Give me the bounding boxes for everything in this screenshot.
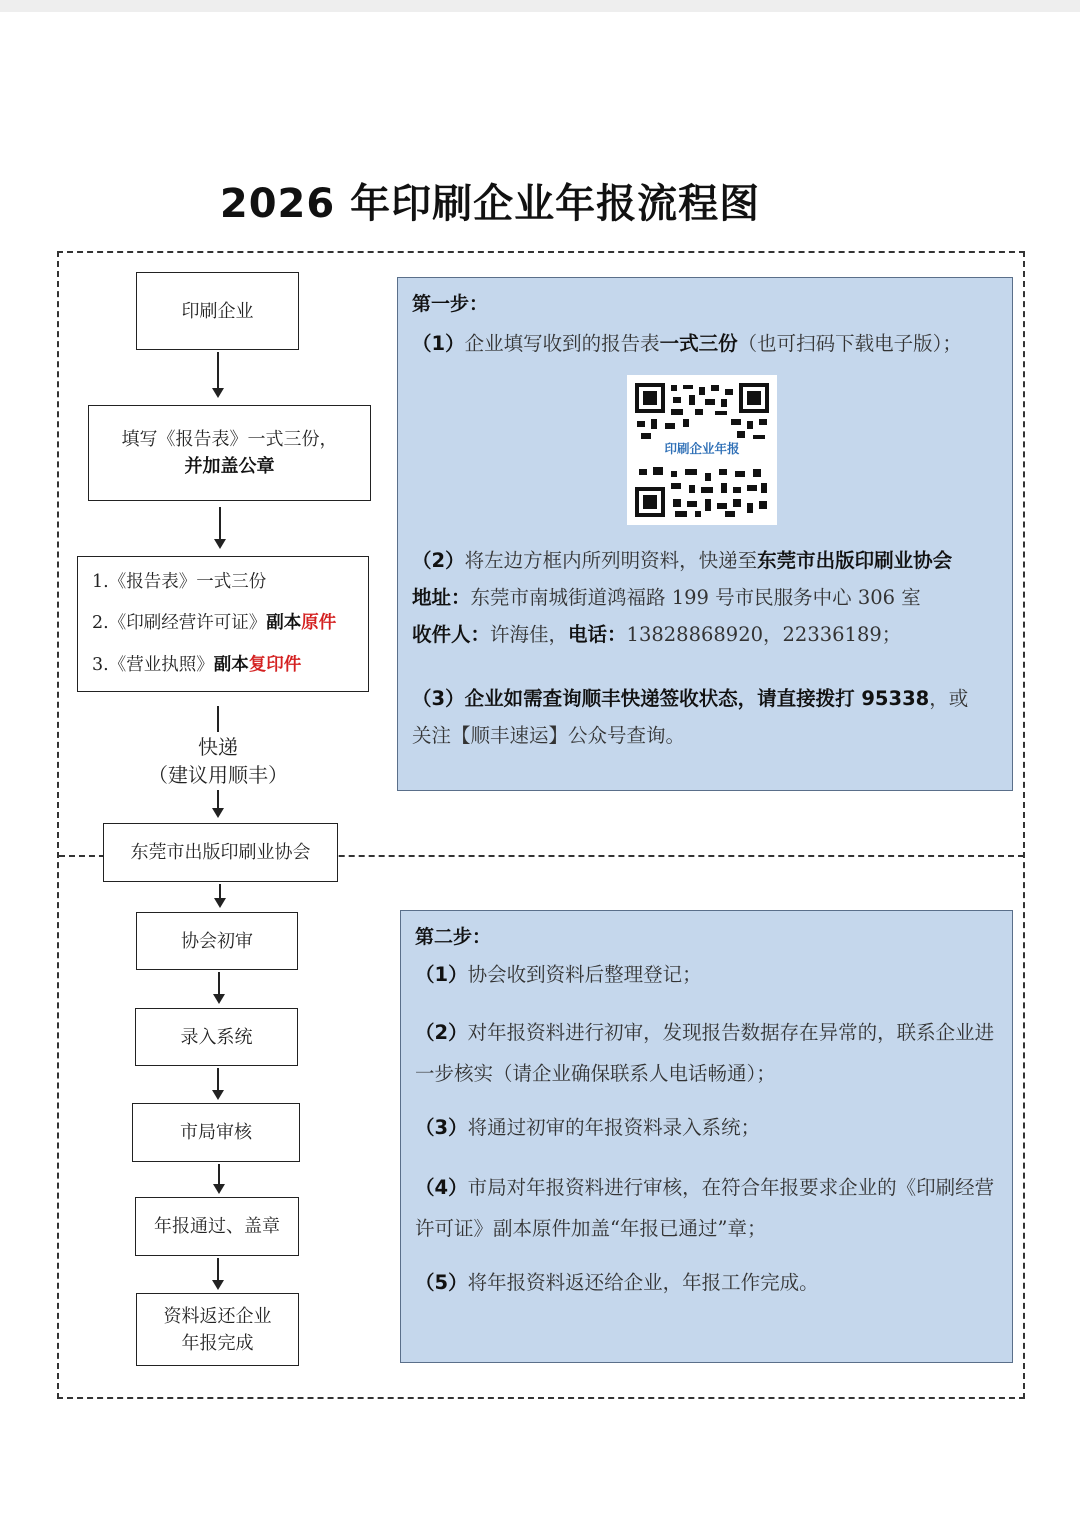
step2-item-3: （3）将通过初审的年报资料录入系统； <box>415 1115 761 1139</box>
flow-box-return-complete: 资料返还企业 年报完成 <box>136 1293 299 1366</box>
step2-heading: 第二步： <box>415 926 492 948</box>
flow-box-initial-review: 协会初审 <box>136 912 298 970</box>
flow-box-line-bold: 并加盖公章 <box>184 456 275 477</box>
materials-list-box <box>77 556 369 692</box>
connector-line <box>217 706 219 732</box>
arrow-down-2 <box>219 507 221 547</box>
flow-box-fill-report <box>88 405 371 501</box>
materials-item-3: 3.《营业执照》副本复印件 <box>92 654 302 675</box>
arrow-down-1 <box>217 352 219 396</box>
top-strip <box>0 0 1080 12</box>
qr-code[interactable] <box>627 375 777 525</box>
flow-box-bureau-review: 市局审核 <box>132 1103 300 1162</box>
step1-item-1: （1）企业填写收到的报告表一式三份（也可扫码下载电子版）； <box>412 331 962 355</box>
express-label: 快递 （建议用顺丰） <box>148 735 288 787</box>
step1-panel <box>397 277 1013 791</box>
step1-item-2: （2）将左边方框内所列明资料，快递至东莞市出版印刷业协会 <box>412 548 953 572</box>
step2-item-4: （4）市局对年报资料进行审核，在符合年报要求企业的《印刷经营许可证》副本原件加盖“年报已通过”章； <box>415 1175 995 1240</box>
step2-item-5: （5）将年报资料返还给企业，年报工作完成。 <box>415 1270 819 1294</box>
arrow-down-3 <box>217 790 219 816</box>
flow-box-enter-system: 录入系统 <box>135 1008 298 1066</box>
step2-item-2: （2）对年报资料进行初审，发现报告数据存在异常的，联系企业进一步核实（请企业确保联系人电话畅通）； <box>415 1020 995 1085</box>
flow-box-association: 东莞市出版印刷业协会 <box>103 823 338 882</box>
qr-code-label: 印刷企业年报 <box>653 438 751 460</box>
arrow-down-4 <box>219 884 221 906</box>
page-title: 2026 年印刷企业年报流程图 <box>219 181 761 227</box>
step1-address: 地址：东莞市南城街道鸿福路 199 号市民服务中心 306 室 <box>412 586 921 609</box>
materials-item-1: 1.《报告表》一式三份 <box>92 572 267 593</box>
step2-item-1: （1）协会收到资料后整理登记； <box>415 962 702 986</box>
flow-box-label: 印刷企业 <box>181 300 254 322</box>
arrow-down-8 <box>217 1258 219 1288</box>
step1-recipient: 收件人：许海佳，电话：13828868920，22336189； <box>412 623 902 647</box>
arrow-down-5 <box>218 972 220 1002</box>
step1-heading: 第一步： <box>412 293 489 315</box>
flow-box-approve-stamp: 年报通过、盖章 <box>135 1197 299 1256</box>
flow-box-printing-enterprise <box>136 272 299 350</box>
materials-item-2: 2.《印刷经营许可证》副本原件 <box>92 613 337 634</box>
arrow-down-6 <box>217 1068 219 1098</box>
flow-box-line: 填写《报告表》一式三份， <box>121 429 338 450</box>
arrow-down-7 <box>218 1164 220 1192</box>
step2-panel <box>400 910 1013 1363</box>
step1-item-3-cont: 关注【顺丰速运】公众号查询。 <box>412 723 686 747</box>
step1-item-3: （3）企业如需查询顺丰快递签收状态，请直接拨打 95338，或 <box>412 686 969 710</box>
